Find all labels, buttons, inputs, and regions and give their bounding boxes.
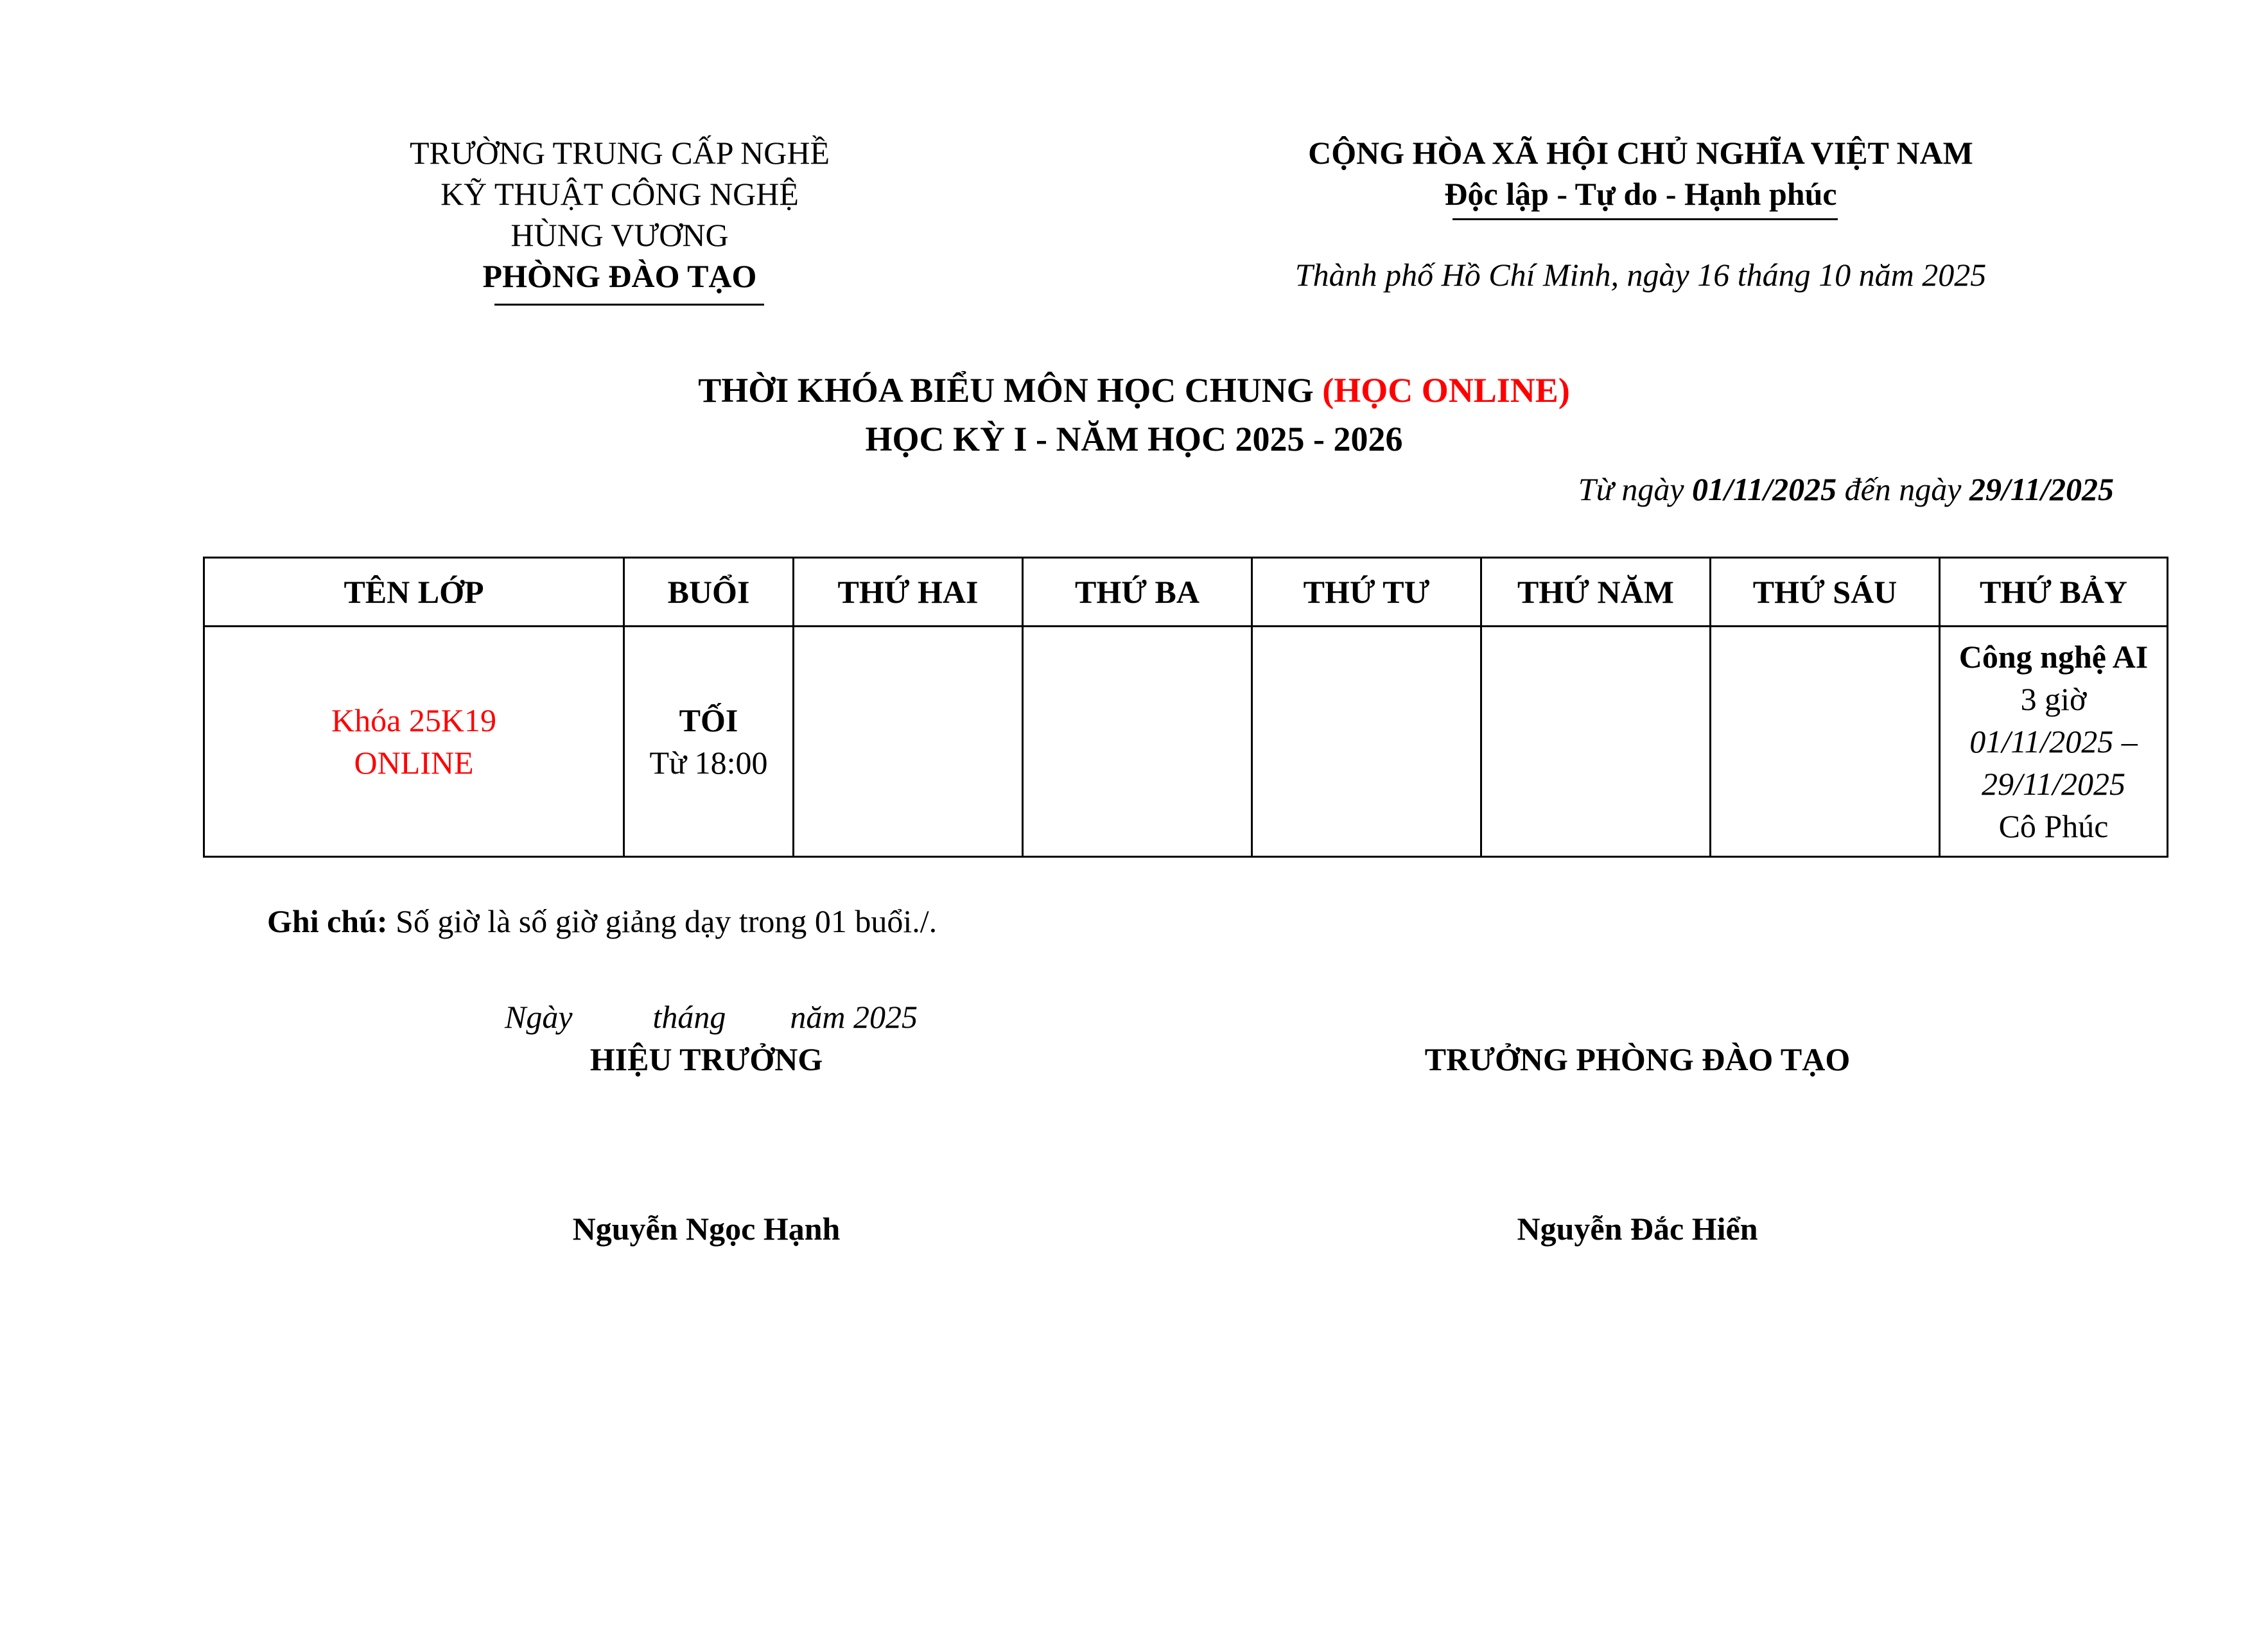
header-monday: THỨ HAI: [794, 558, 1023, 627]
saturday-cell: [1940, 627, 2168, 857]
session-name: TỐI: [679, 702, 738, 738]
note: [267, 901, 937, 942]
national-motto: Độc lập - Tự do - Hạnh phúc: [1444, 176, 1837, 212]
wednesday-cell: [1252, 627, 1481, 857]
department-name: PHÒNG ĐÀO TẠO: [482, 258, 757, 294]
range-prefix: Từ ngày: [1578, 471, 1693, 507]
class-cell: [204, 627, 624, 857]
date-range: [1578, 469, 2114, 510]
subject-hours: 3 giờ: [2020, 681, 2087, 717]
note-label: Ghi chú:: [267, 903, 388, 939]
range-to: 29/11/2025: [1969, 471, 2114, 507]
place-date: Thành phố Hồ Chí Minh, ngày 16 tháng 10 năm 2025: [1295, 257, 1987, 293]
school-name-line2: KỸ THUẬT CÔNG NGHỆ: [441, 176, 799, 212]
table-row: [204, 627, 2168, 857]
class-name-line1: Khóa 25K19: [331, 702, 496, 738]
session-cell: [624, 627, 794, 857]
note-text: Số giờ là số giờ giảng dạy trong 01 buổi./.: [387, 903, 938, 939]
header-friday: THỨ SÁU: [1711, 558, 1940, 627]
header-tuesday: THỨ BA: [1023, 558, 1252, 627]
subject-name: Công nghệ AI: [1958, 639, 2149, 675]
thursday-cell: [1481, 627, 1711, 857]
principal-title: HIỆU TRƯỞNG: [589, 1041, 823, 1077]
principal-name: Nguyễn Ngọc Hạnh: [572, 1211, 841, 1247]
table-header-row: [204, 558, 2168, 627]
monday-cell: [794, 627, 1023, 857]
school-name-line1: TRƯỜNG TRUNG CẤP NGHỀ: [409, 135, 830, 171]
friday-cell: [1711, 627, 1940, 857]
document-title: [0, 370, 2268, 411]
training-head-title: TRƯỞNG PHÒNG ĐÀO TẠO: [1424, 1041, 1851, 1077]
school-name-line3: HÙNG VƯƠNG: [510, 217, 729, 253]
range-mid: đến ngày: [1836, 471, 1969, 507]
header-thursday: THỨ NĂM: [1481, 558, 1711, 627]
subject-date-to: 29/11/2025: [1981, 766, 2126, 802]
header-class-name: TÊN LỚP: [204, 558, 624, 627]
semester-title: HỌC KỲ I - NĂM HỌC 2025 - 2026: [865, 420, 1403, 458]
header-session: BUỔI: [624, 558, 794, 627]
tuesday-cell: [1023, 627, 1252, 857]
session-time: Từ 18:00: [649, 745, 768, 781]
title-main: THỜI KHÓA BIỂU MÔN HỌC CHUNG: [698, 371, 1323, 410]
department-underline: [494, 304, 764, 306]
motto-underline: [1452, 218, 1838, 220]
timetable: [203, 557, 2168, 858]
national-header: [1233, 132, 2048, 214]
header-saturday: THỨ BẢY: [1940, 558, 2168, 627]
school-header: [360, 132, 880, 297]
range-from: 01/11/2025: [1692, 471, 1837, 507]
training-head-name: Nguyễn Đắc Hiển: [1517, 1211, 1758, 1247]
header-wednesday: THỨ TƯ: [1252, 558, 1481, 627]
subject-date-from: 01/11/2025 –: [1969, 723, 2138, 759]
signature-date-line: Ngày tháng năm 2025: [505, 999, 918, 1035]
class-name-line2: ONLINE: [354, 745, 474, 781]
subject-teacher: Cô Phúc: [1998, 808, 2109, 844]
title-highlight: (HỌC ONLINE): [1322, 371, 1570, 410]
country-name: CỘNG HÒA XÃ HỘI CHỦ NGHĨA VIỆT NAM: [1308, 135, 1973, 171]
